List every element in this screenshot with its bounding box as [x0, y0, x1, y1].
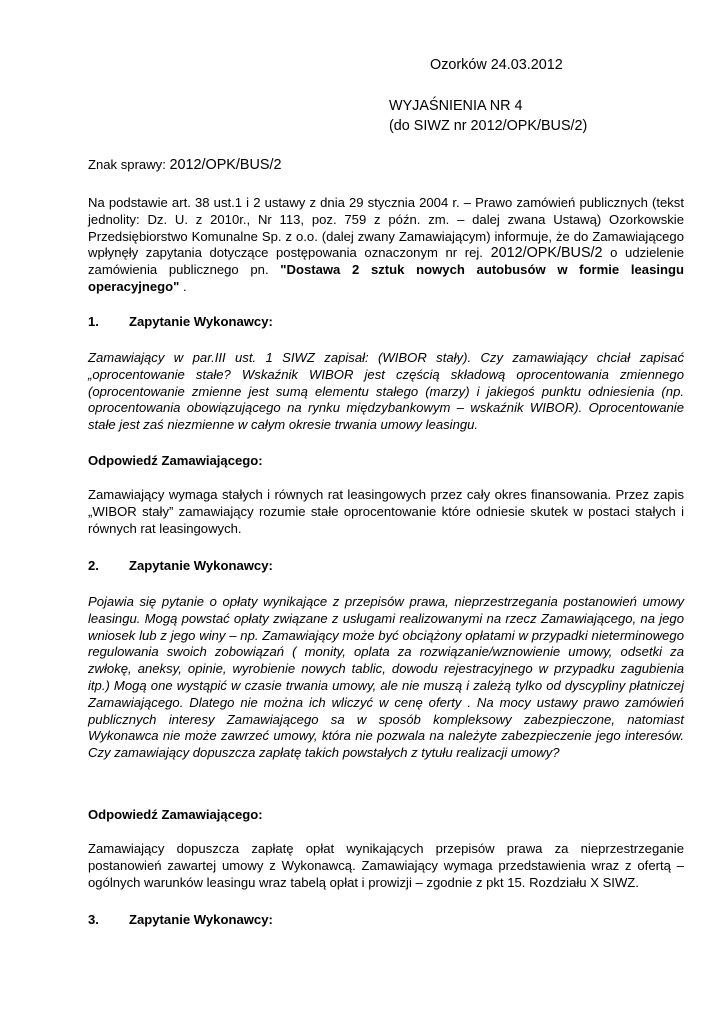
question-3-heading: [88, 911, 273, 928]
question-3-number: 3.: [88, 912, 99, 927]
question-3-label: Zapytanie Wykonawcy:: [129, 912, 273, 927]
document-subtitle: (do SIWZ nr 2012/OPK/BUS/2): [389, 118, 588, 134]
intro-text: Na podstawie art. 38 ust.1 i 2 ustawy z dnia 29 stycznia 2004 r. – Prawo zamówień publicznych (tekst jednolity: Dz. U. z 2010r., Nr 113, poz. 759 z późn. zm. – dalej zwana Ustawą) Ozorkowskie Przedsiębiorstwo Komunalne Sp. z o.o. (dalej zwany Zamawiającym) informuje, że do Zamawiającego wpłynęły zapytania dotyczące postępowania oznaczonym nr rej.: [88, 195, 684, 261]
intro-title: "Dostawa 2 sztuk nowych autobusów w formie leasingu operacyjnego": [88, 262, 684, 294]
answer-2-text: Zamawiający dopuszcza zapłatę opłat wynikających przepisów prawa za nieprzestrzeganie postanowień zawartej umowy z Wykonawcą. Zamawiający wymaga przedstawienia wraz z ofertą – ogólnych warunków leasingu wraz tabelą opłat i prowizji – zgodnie z pkt 15. Rozdziału X SIWZ.: [88, 841, 684, 890]
document-title: WYJAŚNIENIA NR 4: [389, 98, 523, 114]
case-ref-label: Znak sprawy:: [88, 157, 166, 172]
case-reference: [88, 155, 684, 175]
question-1-heading: [88, 313, 273, 330]
question-2-number: 2.: [88, 558, 99, 573]
answer-1-label: Odpowiedź Zamawiającego:: [88, 453, 263, 468]
intro-mid: o udzielenie zamówienia publicznego pn.: [88, 245, 685, 278]
intro-paragraph: [88, 195, 684, 296]
question-2-label: Zapytanie Wykonawcy:: [129, 558, 273, 573]
question-2-heading: [88, 557, 273, 574]
case-ref-value: 2012/OPK/BUS/2: [169, 157, 282, 173]
header-place-date: Ozorków 24.03.2012: [430, 57, 563, 73]
answer-2-label: Odpowiedź Zamawiającego:: [88, 807, 263, 822]
question-1-label: Zapytanie Wykonawcy:: [129, 314, 273, 329]
answer-1-text: Zamawiający wymaga stałych i równych rat leasingowych przez cały okres finansowania. Przez zapis „WIBOR stały” zamawiający rozumie stałe oprocentowanie które odniesie skutek w postaci stałych i równych rat leasingowych.: [88, 487, 684, 536]
question-1-text: Zamawiający w par.III ust. 1 SIWZ zapisał: (WIBOR stały). Czy zamawiający chciał zapisać „oprocentowanie stałe? Wskaźnik WIBOR jest częścią składową oprocentowania zmiennego (oprocentowanie zmienne jest sumą elementu stałego (marzy) i jakiegoś punktu odniesienia (np. oprocentowania obowiązującego na rynku międzybankowym – wskaźnik WIBOR). Oprocentowanie stałe jest zaś niezmienne w całym okresie trwania umowy leasingu.: [88, 350, 684, 433]
intro-end: .: [182, 278, 187, 294]
intro-ref: 2012/OPK/BUS/2: [490, 245, 603, 262]
question-1-number: 1.: [88, 314, 99, 329]
question-2-text: Pojawia się pytanie o opłaty wynikające z przepisów prawa, nieprzestrzegania postanowień umowy leasingu. Mogą powstać opłaty związane z usługami realizowanymi na rzecz Zamawiającego, na jego wniosek lub z jego winy – np. Zamawiający może być obciążony opłatami w przypadki nieterminowego regulowania swoich zobowiązań ( monity, oplata za rozwiązanie/wznowienie umowy, odsetki za zwłokę, aneksy, opinie, wyrobienie nowych tablic, dowodu rejestracyjnego w przypadku zagubienia itp.) Mogą one wystąpić w czasie trwania umowy, ale nie muszą i zależą tylko od dyscypliny płatniczej Zamawiającego. Dlatego nie można ich wliczyć w cenę oferty . Na mocy ustawy prawo zamówień publicznych interesy Zamawiającego sa w sposób kompleksowy zabezpieczone, natomiast Wykonawca nie może zawrzeć umowy, która nie pozwala na należyte zabezpieczenie jego interesów. Czy zamawiający dopuszcza zapłatę takich powstałych z tytułu realizacji umowy?: [88, 594, 684, 761]
